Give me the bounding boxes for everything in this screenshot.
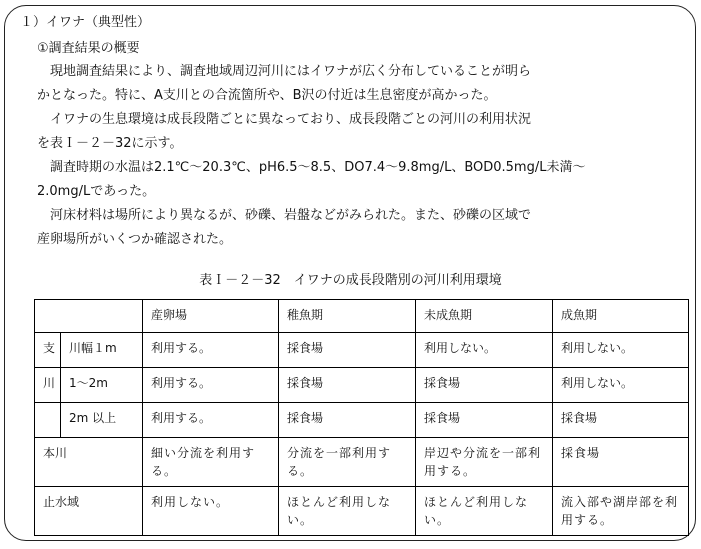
table-cell: 利用しない。	[553, 368, 689, 403]
tributary-side-empty	[35, 403, 61, 438]
table-cell: 採食場	[553, 438, 689, 487]
table-cell: 採食場	[279, 333, 416, 368]
table-cell: 採食場	[416, 368, 553, 403]
table-row	[35, 438, 689, 487]
section-heading: １）イワナ（典型性）	[20, 15, 151, 30]
tributary-side-label: 川	[35, 368, 61, 403]
table-cell: 分流を一部利用する。	[279, 438, 416, 487]
table-cell: 岸辺や分流を一部利用する。	[416, 438, 553, 487]
table-cell: 利用しない。	[416, 333, 553, 368]
header-spawning: 産卵場	[143, 300, 279, 333]
table-row	[35, 368, 689, 403]
body-line-5: 調査時期の水温は2.1℃～20.3℃、pH6.5～8.5、DO7.4～9.8mg/L、BOD0.5mg/L未満～	[37, 160, 586, 175]
table-cell: 利用する。	[143, 368, 279, 403]
body-line-1: 現地調査結果により、調査地域周辺河川にはイワナが広く分布していることが明ら	[37, 64, 532, 79]
header-empty-cell	[35, 300, 143, 333]
table-cell: 採食場	[553, 403, 689, 438]
table-cell: 採食場	[416, 403, 553, 438]
header-adult: 成魚期	[553, 300, 689, 333]
header-juvenile: 未成魚期	[416, 300, 553, 333]
table-row	[35, 403, 689, 438]
header-fry: 稚魚期	[279, 300, 416, 333]
table-cell: 流入部や湖岸部を利用する。	[553, 487, 689, 536]
table-cell: 細い分流を利用する。	[143, 438, 279, 487]
body-line-6: 2.0mg/Lであった。	[37, 184, 156, 199]
table-cell: 利用する。	[143, 403, 279, 438]
row-label: 1～2m	[61, 368, 143, 403]
table-cell: 採食場	[279, 403, 416, 438]
subheading: ①調査結果の概要	[37, 41, 140, 56]
body-line-3: イワナの生息環境は成長段階ごとに異なっており、成長段階ごとの河川の利用状況	[37, 112, 532, 127]
row-label: 止水域	[35, 487, 143, 536]
row-label: 2m 以上	[61, 403, 143, 438]
body-line-7: 河床材料は場所により異なるが、砂礫、岩盤などがみられた。また、砂礫の区域で	[37, 208, 532, 223]
table-row	[35, 333, 689, 368]
table-header-row	[35, 300, 689, 333]
table-cell: 利用しない。	[553, 333, 689, 368]
table-row	[35, 487, 689, 536]
table-cell: ほとんど利用しない。	[416, 487, 553, 536]
row-label: 本川	[35, 438, 143, 487]
tributary-side-label: 支	[35, 333, 61, 368]
body-line-2: かとなった。特に、A支川との合流箇所や、B沢の付近は生息密度が高かった。	[37, 88, 497, 103]
body-line-8: 産卵場所がいくつか確認された。	[37, 232, 233, 247]
habitat-table	[34, 299, 689, 536]
row-label: 川幅１m	[61, 333, 143, 368]
table-cell: 利用しない。	[143, 487, 279, 536]
table-caption: 表Ｉ－２－32 イワナの成長段階別の河川利用環境	[199, 273, 502, 288]
table-cell: ほとんど利用しない。	[279, 487, 416, 536]
table-cell: 採食場	[279, 368, 416, 403]
table-cell: 利用する。	[143, 333, 279, 368]
body-line-4: を表Ｉ－２－32に示す。	[37, 136, 183, 151]
